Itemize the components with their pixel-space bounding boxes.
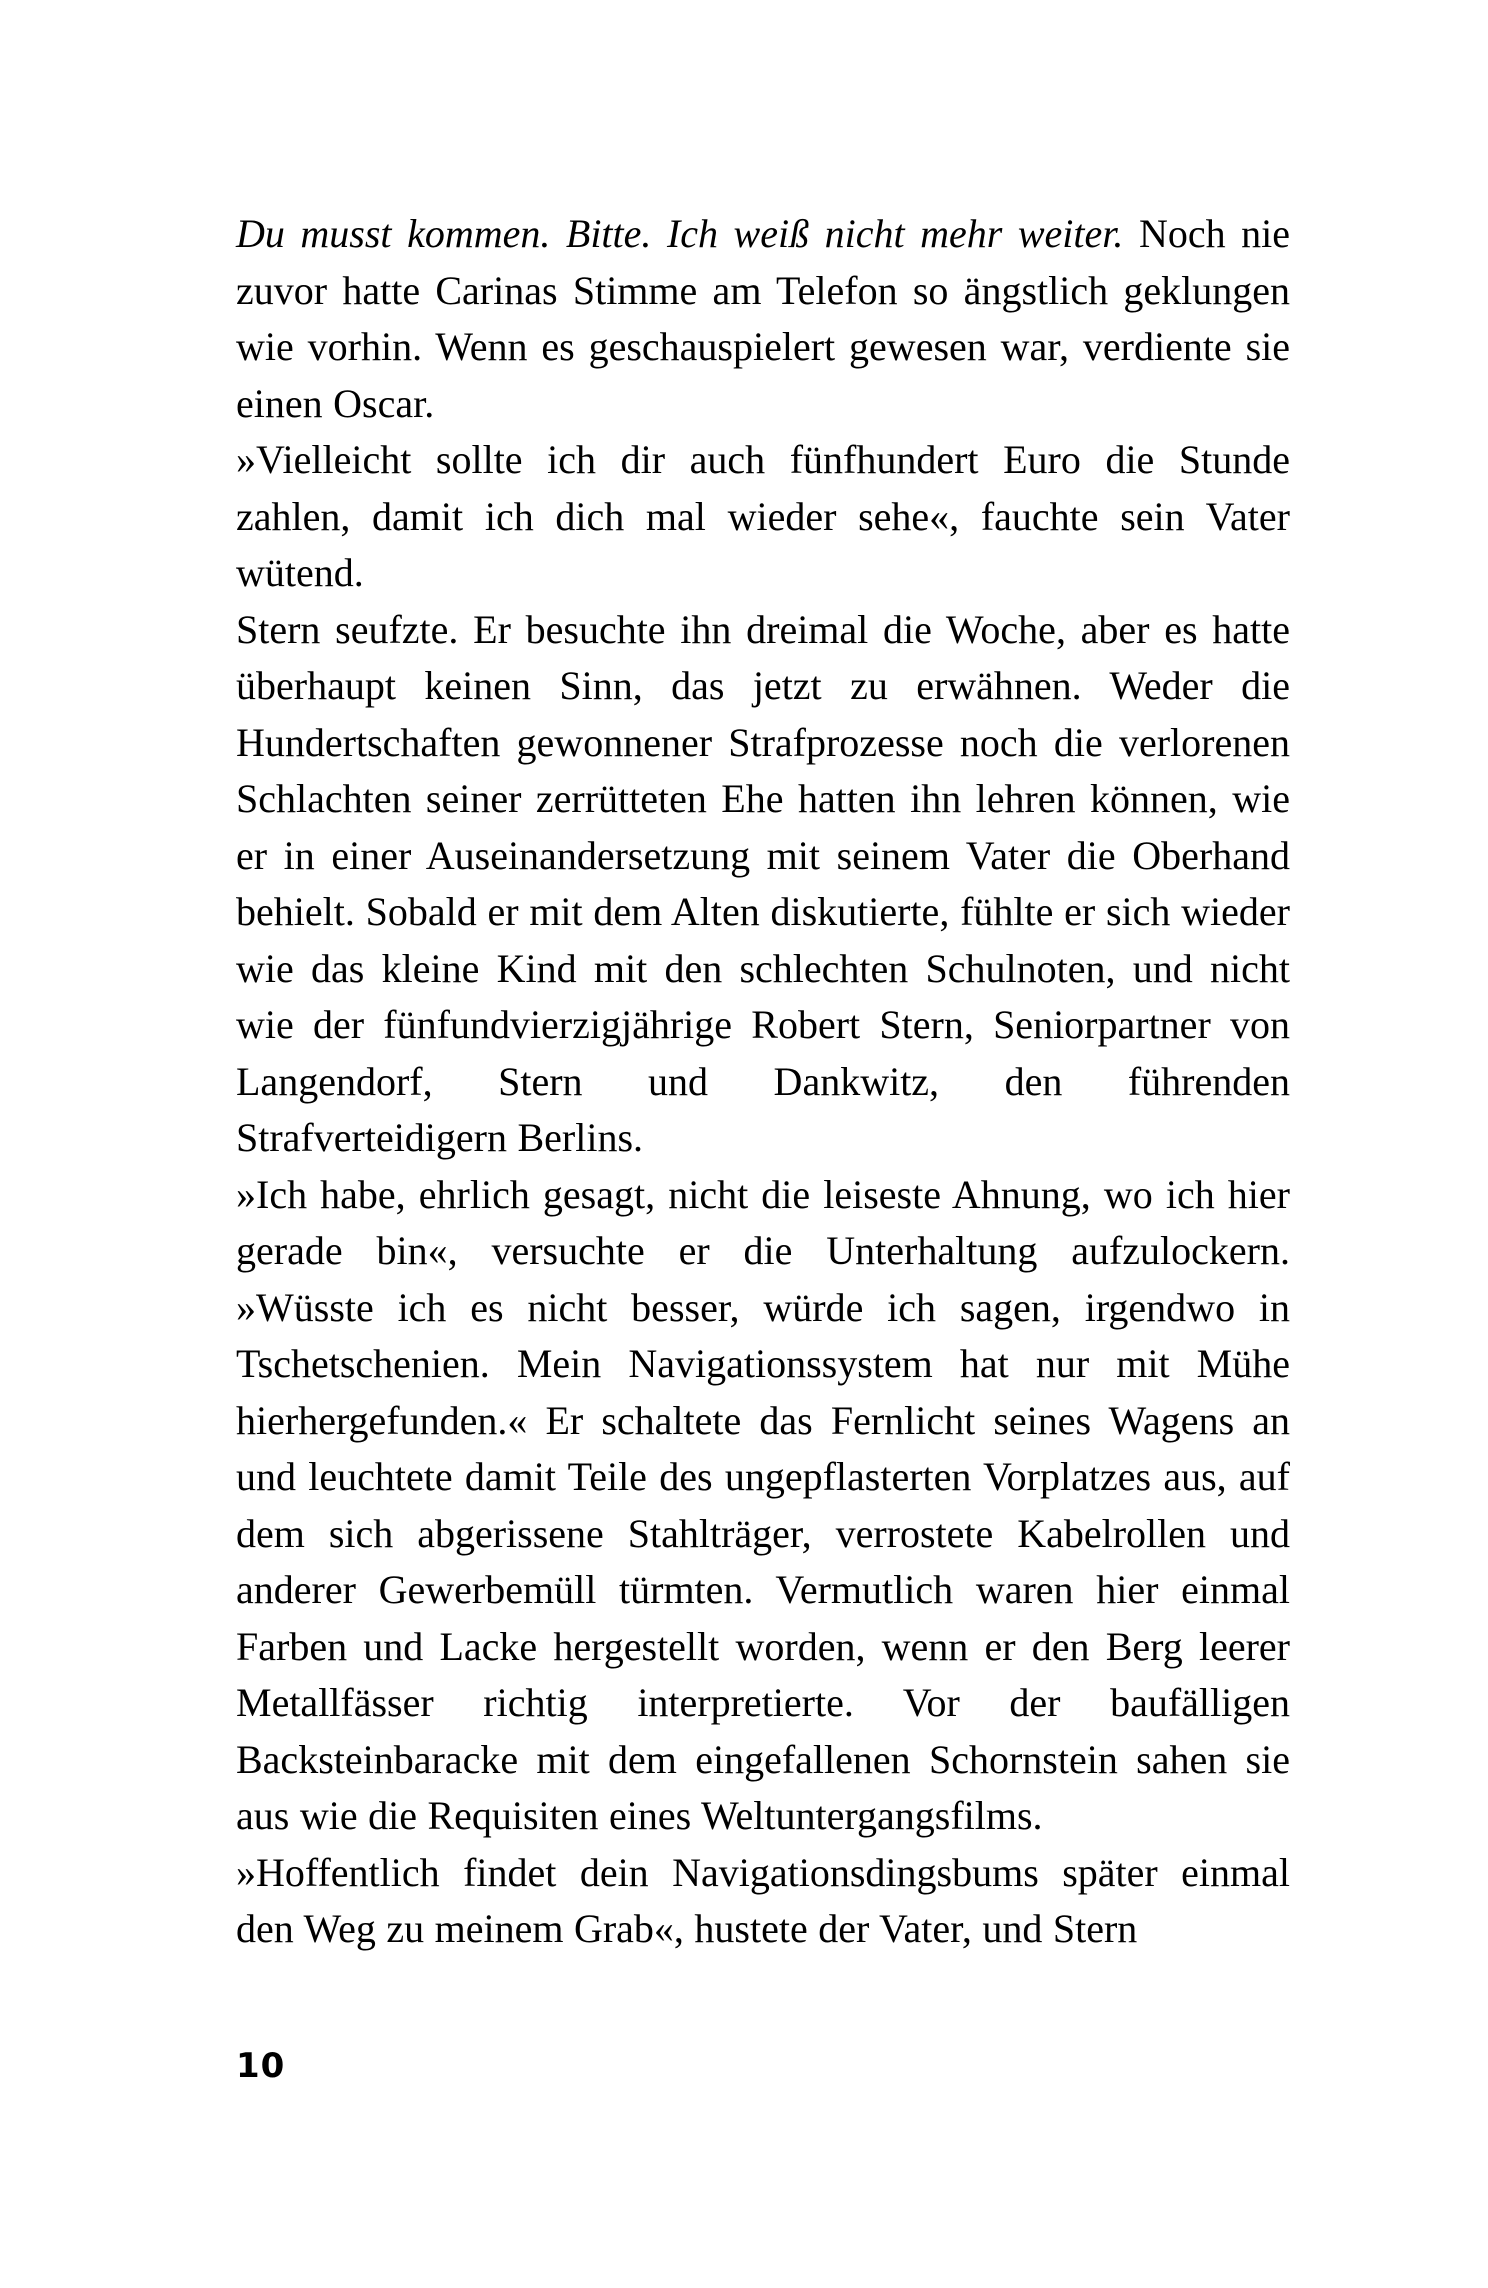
page-number: 10 (236, 2046, 286, 2086)
paragraph-text: »Ich habe, ehrlich gesagt, nicht die leiseste Ahnung, wo ich hier gerade bin«, versuchte er die Unterhaltung aufzulockern. »Wüsste ich es nicht besser, würde ich sagen, irgendwo in Tschetschenien. Mein Navigationssystem hat nur mit Mühe hierhergefunden.« Er schaltete das Fernlicht seines Wagens an und leuchtete damit Teile des ungepflasterten Vorplatzes aus, auf dem sich abgerissene Stahlträger, verrostete Kabelrollen und anderer Gewerbemüll türmten. Vermutlich waren hier einmal Farben und Lacke hergestellt worden, wenn er den Berg leerer Metallfässer richtig interpretierte. Vor der baufälligen Backsteinbaracke mit dem eingefallenen Schornstein sahen sie aus wie die Requisiten eines Weltuntergangsfilms. (236, 1171, 1290, 1838)
paragraph-text: »Hoffentlich findet dein Navigationsdingsbums später einmal den Weg zu meinem Grab«, hustete der Vater, und Stern (236, 1849, 1290, 1951)
paragraph-text: Noch nie zuvor hatte Carinas Stimme am Telefon so ängstlich geklungen wie vorhin. Wenn es geschauspielert gewesen war, verdiente sie einen Oscar. (236, 211, 1290, 426)
paragraph-5 (236, 1845, 1290, 1958)
paragraph-text: »Vielleicht sollte ich dir auch fünfhundert Euro die Stunde zahlen, damit ich dich mal wieder sehe«, fauchte sein Vater wütend. (236, 437, 1290, 595)
italic-quote: Du musst kommen. Bitte. Ich weiß nicht mehr weiter. (236, 211, 1124, 256)
paragraph-1 (236, 206, 1290, 432)
body-text (236, 206, 1290, 1958)
paragraph-text: Stern seufzte. Er besuchte ihn dreimal die Woche, aber es hatte überhaupt keinen Sinn, das jetzt zu erwähnen. Weder die Hundertschaften gewonnener Strafprozesse noch die verlorenen Schlachten seiner zerrütteten Ehe hatten ihn lehren können, wie er in einer Auseinandersetzung mit seinem Vater die Oberhand behielt. Sobald er mit dem Alten diskutierte, fühlte er sich wieder wie das kleine Kind mit den schlechten Schulnoten, und nicht wie der fünfundvierzigjährige Robert Stern, Seniorpartner von Langendorf, Stern und Dankwitz, den führenden Strafverteidigern Berlins. (236, 606, 1290, 1160)
paragraph-2 (236, 432, 1290, 602)
paragraph-4 (236, 1167, 1290, 1845)
paragraph-3 (236, 602, 1290, 1167)
